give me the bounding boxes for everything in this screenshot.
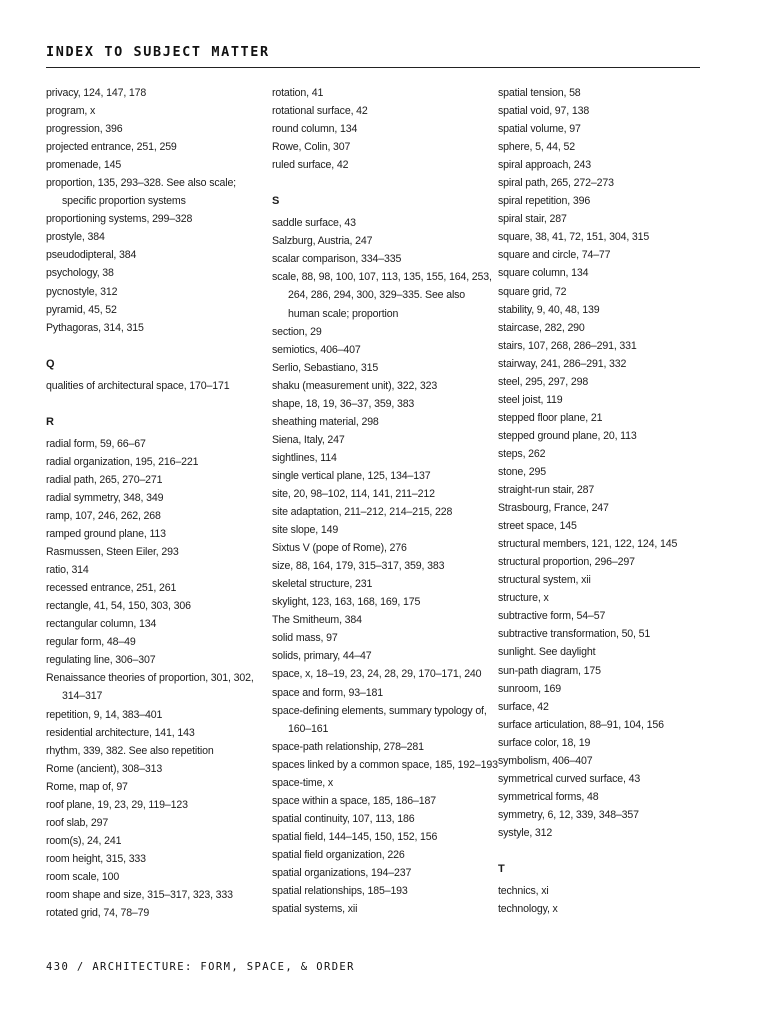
index-entry: pycnostyle, 312 — [46, 285, 118, 298]
index-entry: structural system, xii — [498, 574, 591, 587]
index-entry: Rowe, Colin, 307 — [272, 141, 351, 154]
index-entry: subtractive transformation, 50, 51 — [498, 628, 651, 641]
index-entry: spaces linked by a common space, 185, 192–193 — [272, 758, 498, 771]
index-entry: pseudodipteral, 384 — [46, 249, 137, 262]
index-entry: Salzburg, Austria, 247 — [272, 235, 373, 248]
index-entry: sunroom, 169 — [498, 682, 561, 695]
index-entry: recessed entrance, 251, 261 — [46, 582, 177, 595]
index-entry: Rome, map of, 97 — [46, 780, 128, 793]
index-entry: structural members, 121, 122, 124, 145 — [498, 538, 678, 551]
index-entry-continuation: 314–317 — [62, 690, 103, 703]
index-entry: site adaptation, 211–212, 214–215, 228 — [272, 506, 453, 519]
index-entry-continuation: 160–161 — [288, 722, 329, 735]
index-entry: spatial systems, xii — [272, 903, 358, 916]
index-entry: technics, xi — [498, 885, 549, 898]
page-footer: 430 / ARCHITECTURE: FORM, SPACE, & ORDER — [46, 961, 355, 973]
index-entry-continuation: 264, 286, 294, 300, 329–335. See also — [288, 289, 466, 302]
index-entry: Rasmussen, Steen Eiler, 293 — [46, 546, 179, 559]
index-entry: symmetry, 6, 12, 339, 348–357 — [498, 808, 639, 821]
index-entry: proportion, 135, 293–328. See also scale; — [46, 177, 236, 190]
index-entry: spiral stair, 287 — [498, 213, 567, 226]
index-entry: Rome (ancient), 308–313 — [46, 762, 163, 775]
section-letter: R — [46, 415, 54, 428]
index-entry: shape, 18, 19, 36–37, 359, 383 — [272, 397, 415, 410]
index-entry-continuation: specific proportion systems — [62, 195, 186, 208]
index-entry: square grid, 72 — [498, 285, 567, 298]
index-entry: privacy, 124, 147, 178 — [46, 87, 147, 99]
index-entry: surface color, 18, 19 — [498, 736, 591, 749]
index-entry: psychology, 38 — [46, 267, 114, 280]
index-entry: program, x — [46, 105, 96, 118]
index-entry: skylight, 123, 163, 168, 169, 175 — [272, 596, 421, 609]
index-entry: structural proportion, 296–297 — [498, 556, 635, 569]
section-letter: Q — [46, 357, 55, 370]
index-entry: progression, 396 — [46, 123, 123, 136]
index-entry: space within a space, 185, 186–187 — [272, 794, 436, 807]
index-entry: systyle, 312 — [498, 826, 553, 839]
index-entry: street space, 145 — [498, 520, 577, 533]
index-entry: ruled surface, 42 — [272, 159, 349, 172]
index-entry: room shape and size, 315–317, 323, 333 — [46, 888, 233, 901]
index-entry: space-time, x — [272, 776, 334, 789]
index-entry: symmetrical curved surface, 43 — [498, 772, 641, 785]
index-entry: Pythagoras, 314, 315 — [46, 321, 144, 334]
index-entry: promenade, 145 — [46, 159, 122, 172]
index-entry: steps, 262 — [498, 447, 546, 460]
index-entry: surface articulation, 88–91, 104, 156 — [498, 718, 664, 731]
index-entry: space and form, 93–181 — [272, 686, 383, 699]
index-entry: solid mass, 97 — [272, 632, 338, 645]
index-entry: sun-path diagram, 175 — [498, 664, 601, 677]
index-column-1 — [46, 84, 261, 922]
index-entry: stepped floor plane, 21 — [498, 411, 603, 424]
index-entry: stairs, 107, 268, 286–291, 331 — [498, 339, 637, 352]
index-entry: sightlines, 114 — [272, 451, 337, 464]
index-entry: shaku (measurement unit), 322, 323 — [272, 379, 438, 392]
index-entry: scalar comparison, 334–335 — [272, 253, 402, 266]
index-entry: spatial field, 144–145, 150, 152, 156 — [272, 830, 438, 843]
index-entry: saddle surface, 43 — [272, 217, 356, 230]
index-column-2 — [272, 84, 498, 918]
index-entry: sunlight. See daylight — [498, 646, 596, 659]
index-entry: round column, 134 — [272, 123, 358, 136]
index-entry: room(s), 24, 241 — [46, 834, 122, 847]
index-entry: staircase, 282, 290 — [498, 321, 585, 334]
index-entry: rotational surface, 42 — [272, 105, 368, 118]
index-entry: Siena, Italy, 247 — [272, 433, 345, 446]
index-entry: space-defining elements, summary typology of, — [272, 704, 487, 717]
index-entry: scale, 88, 98, 100, 107, 113, 135, 155, 164, 253, — [272, 271, 492, 284]
index-entry: spiral approach, 243 — [498, 159, 591, 172]
index-entry: radial form, 59, 66–67 — [46, 437, 146, 450]
index-entry: site slope, 149 — [272, 524, 339, 537]
index-entry: room scale, 100 — [46, 870, 120, 883]
index-entry: Serlio, Sebastiano, 315 — [272, 361, 379, 374]
index-entry: spatial continuity, 107, 113, 186 — [272, 812, 415, 825]
index-entry: surface, 42 — [498, 700, 549, 713]
index-entry: radial organization, 195, 216–221 — [46, 455, 199, 468]
index-entry: prostyle, 384 — [46, 231, 105, 244]
index-entry: space-path relationship, 278–281 — [272, 740, 424, 753]
index-entry: Renaissance theories of proportion, 301, 302, — [46, 672, 254, 685]
index-entry-continuation: human scale; proportion — [288, 307, 399, 320]
index-entry: spatial volume, 97 — [498, 123, 581, 136]
index-entry: spatial relationships, 185–193 — [272, 885, 408, 898]
index-entry: structure, x — [498, 592, 549, 605]
index-entry: proportioning systems, 299–328 — [46, 213, 193, 226]
index-entry: sphere, 5, 44, 52 — [498, 141, 575, 154]
index-entry: symbolism, 406–407 — [498, 754, 593, 767]
index-entry: ramped ground plane, 113 — [46, 528, 166, 541]
index-column-3 — [498, 84, 713, 918]
index-entry: pyramid, 45, 52 — [46, 303, 117, 316]
index-entry: sheathing material, 298 — [272, 415, 379, 428]
index-entry: spatial tension, 58 — [498, 87, 581, 99]
index-entry: rotation, 41 — [272, 87, 324, 99]
index-entry: ramp, 107, 246, 262, 268 — [46, 509, 161, 522]
index-entry: square column, 134 — [498, 267, 589, 280]
index-entry: semiotics, 406–407 — [272, 343, 361, 356]
index-entry: single vertical plane, 125, 134–137 — [272, 469, 431, 482]
index-entry: residential architecture, 141, 143 — [46, 726, 195, 739]
index-entry: square, 38, 41, 72, 151, 304, 315 — [498, 231, 650, 244]
index-entry: section, 29 — [272, 325, 322, 338]
index-entry: spatial field organization, 226 — [272, 848, 405, 861]
index-entry: technology, x — [498, 903, 558, 916]
index-entry: regular form, 48–49 — [46, 636, 136, 649]
index-entry: size, 88, 164, 179, 315–317, 359, 383 — [272, 560, 445, 573]
index-entry: spatial void, 97, 138 — [498, 105, 590, 118]
index-entry: stepped ground plane, 20, 113 — [498, 429, 637, 442]
index-entry: repetition, 9, 14, 383–401 — [46, 708, 163, 721]
index-entry: room height, 315, 333 — [46, 852, 146, 865]
index-entry: spiral path, 265, 272–273 — [498, 177, 614, 190]
index-entry: Sixtus V (pope of Rome), 276 — [272, 542, 407, 555]
index-entry: radial symmetry, 348, 349 — [46, 491, 164, 504]
index-entry: roof slab, 297 — [46, 816, 109, 829]
index-entry: steel joist, 119 — [498, 393, 563, 406]
index-entry: spiral repetition, 396 — [498, 195, 591, 208]
index-entry: regulating line, 306–307 — [46, 654, 156, 667]
index-entry: radial path, 265, 270–271 — [46, 473, 163, 486]
index-entry: site, 20, 98–102, 114, 141, 211–212 — [272, 487, 435, 500]
index-entry: square and circle, 74–77 — [498, 249, 611, 262]
index-entry: projected entrance, 251, 259 — [46, 141, 177, 154]
index-entry: skeletal structure, 231 — [272, 578, 373, 591]
index-entry: solids, primary, 44–47 — [272, 650, 372, 663]
index-entry: space, x, 18–19, 23, 24, 28, 29, 170–171, 240 — [272, 668, 482, 681]
page-title: INDEX TO SUBJECT MATTER — [46, 44, 270, 60]
index-entry: rotated grid, 74, 78–79 — [46, 907, 150, 920]
index-entry: rectangle, 41, 54, 150, 303, 306 — [46, 600, 191, 613]
index-entry: roof plane, 19, 23, 29, 119–123 — [46, 798, 188, 811]
index-entry: Strasbourg, France, 247 — [498, 502, 609, 515]
index-entry: subtractive form, 54–57 — [498, 610, 606, 623]
section-letter: T — [498, 862, 505, 875]
index-entry: stone, 295 — [498, 465, 546, 478]
header-rule — [46, 67, 700, 68]
index-entry: rectangular column, 134 — [46, 618, 157, 631]
index-entry: qualities of architectural space, 170–171 — [46, 379, 230, 392]
index-entry: straight-run stair, 287 — [498, 484, 595, 497]
section-letter: S — [272, 195, 280, 208]
index-entry: spatial organizations, 194–237 — [272, 866, 412, 879]
index-entry: symmetrical forms, 48 — [498, 790, 599, 803]
index-entry: steel, 295, 297, 298 — [498, 375, 589, 388]
index-entry: ratio, 314 — [46, 564, 89, 577]
index-entry: The Smitheum, 384 — [272, 614, 362, 627]
index-entry: stairway, 241, 286–291, 332 — [498, 357, 627, 370]
index-entry: stability, 9, 40, 48, 139 — [498, 303, 600, 316]
index-entry: rhythm, 339, 382. See also repetition — [46, 744, 214, 757]
